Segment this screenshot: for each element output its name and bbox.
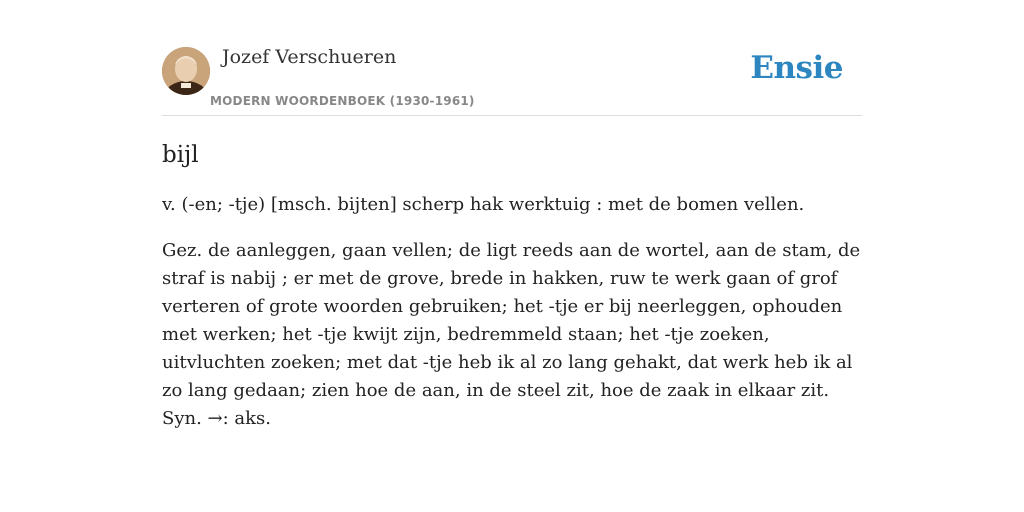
entry-definition: v. (-en; -tje) [msch. bijten] scherp hak werktuig : met de bomen vellen. <box>162 194 805 215</box>
entry-header <box>162 40 862 116</box>
source-label: MODERN WOORDENBOEK (1930-1961) <box>210 94 475 108</box>
entry-term: bijl <box>162 142 199 168</box>
author-portrait-icon <box>162 47 210 95</box>
brand-logo[interactable]: Ensie <box>750 50 843 86</box>
entry-card <box>162 40 862 433</box>
entry-expressions: Gez. de aanleggen, gaan vellen; de ligt reeds aan de wortel, aan de stam, de straf is nabij ; er met de grove, brede in hakken, ruw te werk gaan of grof verteren of grote woorden gebruiken; het -tje er bij neerleggen, ophouden met werken; het -tje kwijt zijn, bedremmeld staan; het -tje zoeken, uitvluchten zoeken; met dat -tje heb ik al zo lang gehakt, dat werk heb ik al zo lang gedaan; zien hoe de aan, in de steel zit, hoe de zaak in elkaar zit. Syn. →: aks. <box>162 240 861 429</box>
author-name[interactable]: Jozef Verschueren <box>222 46 397 68</box>
avatar[interactable] <box>162 47 210 95</box>
